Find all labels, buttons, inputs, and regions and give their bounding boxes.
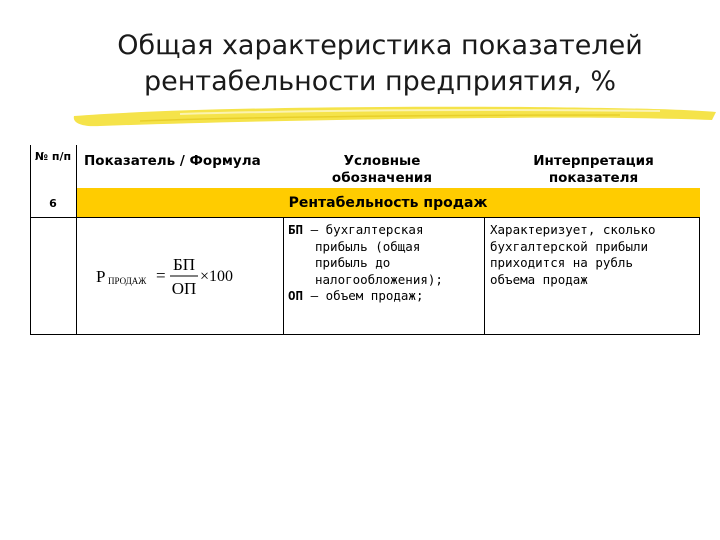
- symbol-term: ОП: [288, 288, 304, 303]
- symbol-op: [288, 288, 483, 305]
- symbols-cell: [288, 222, 483, 305]
- header-symbols: Условные обозначения: [331, 153, 433, 186]
- header-number: № п/п: [34, 150, 72, 163]
- symbol-dash: –: [303, 222, 326, 237]
- symbol-line: прибыль до: [315, 255, 391, 270]
- header-interpretation: Интерпретация показателя: [533, 153, 654, 186]
- section-bottom-line: [30, 217, 700, 218]
- symbol-line: бухгалтерская: [325, 222, 424, 237]
- symbol-line: объем продаж;: [325, 288, 424, 303]
- interpretation-line: Характеризует, сколько: [490, 222, 656, 237]
- section-title: Рентабельность продаж: [288, 195, 488, 211]
- table-divider-3: [484, 217, 485, 335]
- formula-denominator: ОП: [171, 279, 197, 298]
- page-title: [60, 28, 700, 100]
- interpretation-cell: [490, 222, 698, 288]
- table-border-left: [30, 145, 31, 335]
- formula-lhs-subscript: ПРОДАЖ: [108, 276, 147, 286]
- profitability-formula: [94, 250, 264, 300]
- table-border-right: [699, 217, 700, 335]
- interpretation-line: приходится на рубль: [490, 255, 633, 270]
- section-number: 6: [49, 197, 57, 210]
- title-line-1: Общая характеристика показателей: [117, 30, 643, 61]
- indicators-table: [30, 145, 700, 335]
- symbol-dash: –: [303, 288, 326, 303]
- table-divider-2: [283, 217, 284, 335]
- header-indicator: Показатель / Формула: [84, 153, 261, 169]
- symbol-line: прибыль (общая: [315, 238, 421, 254]
- table-border-bottom: [30, 334, 700, 335]
- title-underline-brush: [60, 104, 720, 132]
- interpretation-line: объема продаж: [490, 271, 588, 287]
- interpretation-line: бухгалтерской прибыли: [490, 238, 649, 254]
- formula-numerator: БП: [172, 255, 196, 274]
- formula-multiplier: ×100: [200, 268, 234, 285]
- formula-lhs: Р: [96, 267, 106, 286]
- title-line-2: рентабельности предприятия, %: [144, 66, 616, 97]
- symbol-bp: [288, 222, 483, 288]
- symbol-line: налогообложения);: [315, 271, 443, 287]
- symbol-term: БП: [288, 222, 304, 237]
- formula-equals: =: [156, 266, 166, 285]
- table-divider-1: [76, 145, 77, 335]
